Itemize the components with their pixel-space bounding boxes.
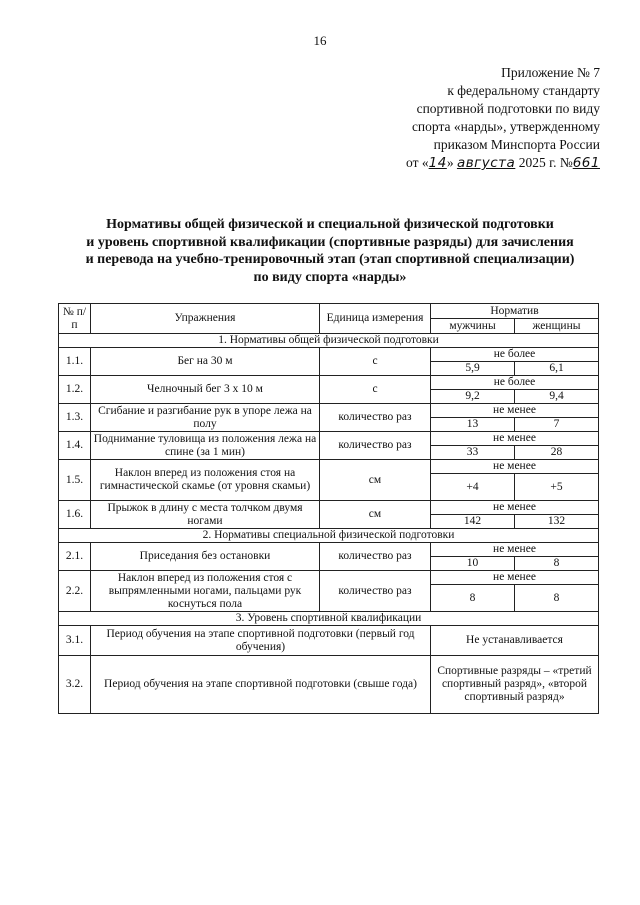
qualification-value: Спортивные разряды – «третий спортивный разряд», «второй спортивный разряд» — [431, 656, 599, 714]
women-value: 7 — [515, 418, 599, 432]
row-number: 1.2. — [59, 376, 91, 404]
exercise-name: Поднимание туловища из положения лежа на спине (за 1 мин) — [91, 432, 320, 460]
unit: см — [320, 501, 431, 529]
row-number: 1.3. — [59, 404, 91, 432]
document-title — [60, 216, 600, 286]
date-mid: » — [446, 155, 454, 170]
men-value: 13 — [431, 418, 515, 432]
criterion: не менее — [431, 543, 599, 557]
date-month-handwritten: августа — [456, 155, 516, 171]
men-value: 5,9 — [431, 362, 515, 376]
table-row — [59, 571, 599, 585]
appendix-line: спортивной подготовки по виду — [416, 101, 600, 116]
exercise-name: Приседания без остановки — [91, 543, 320, 571]
table-row — [59, 432, 599, 446]
exercise-name: Челночный бег 3 х 10 м — [91, 376, 320, 404]
page-number: 16 — [313, 33, 327, 48]
appendix-line: спорта «нарды», утвержденному — [411, 119, 600, 134]
women-value: 28 — [515, 446, 599, 460]
row-number: 2.1. — [59, 543, 91, 571]
unit: см — [320, 460, 431, 501]
norms-table — [58, 303, 599, 714]
header-unit: Единица измерения — [320, 304, 431, 334]
section-title: 3. Уровень спортивной квалификации — [59, 612, 599, 626]
header-exercise: Упражнения — [91, 304, 320, 334]
row-number: 2.2. — [59, 571, 91, 612]
row-number: 3.2. — [59, 656, 91, 714]
criterion: не менее — [431, 571, 599, 585]
criterion: не более — [431, 376, 599, 390]
section-row — [59, 334, 599, 348]
unit: количество раз — [320, 571, 431, 612]
criterion: не менее — [431, 404, 599, 418]
date-year: 2025 г. № — [518, 155, 573, 170]
section-title: 1. Нормативы общей физической подготовки — [59, 334, 599, 348]
appendix-line: приказом Минспорта России — [433, 137, 600, 152]
women-value: 132 — [515, 515, 599, 529]
appendix-date-line — [360, 154, 600, 172]
table-row — [59, 376, 599, 390]
exercise-name: Наклон вперед из положения стоя с выпрямленными ногами, пальцами рук коснуться пола — [91, 571, 320, 612]
title-line: и перевода на учебно-тренировочный этап (этап спортивной специализации) — [85, 252, 575, 267]
unit: количество раз — [320, 432, 431, 460]
table-row — [59, 501, 599, 515]
women-value: 9,4 — [515, 390, 599, 404]
women-value: 8 — [515, 557, 599, 571]
unit: с — [320, 348, 431, 376]
criterion: не более — [431, 348, 599, 362]
table-row — [59, 626, 599, 656]
unit: с — [320, 376, 431, 404]
table-row — [59, 404, 599, 418]
women-value: +5 — [515, 474, 599, 501]
exercise-name: Прыжок в длину с места толчком двумя ногами — [91, 501, 320, 529]
men-value: +4 — [431, 474, 515, 501]
unit: количество раз — [320, 543, 431, 571]
qualification-value: Не устанавливается — [431, 626, 599, 656]
appendix-block — [360, 64, 600, 172]
title-line: по виду спорта «нарды» — [253, 269, 407, 285]
women-value: 6,1 — [515, 362, 599, 376]
title-line: Нормативы общей физической и специальной физической подготовки — [106, 217, 554, 232]
exercise-name: Сгибание и разгибание рук в упоре лежа на полу — [91, 404, 320, 432]
men-value: 142 — [431, 515, 515, 529]
header-men: мужчины — [431, 319, 515, 334]
men-value: 33 — [431, 446, 515, 460]
row-number: 3.1. — [59, 626, 91, 656]
table-row — [59, 543, 599, 557]
table-row — [59, 656, 599, 714]
appendix-line: к федеральному стандарту — [447, 83, 600, 98]
row-number: 1.6. — [59, 501, 91, 529]
appendix-line: Приложение № 7 — [501, 65, 600, 80]
table-row — [59, 460, 599, 474]
exercise-name: Бег на 30 м — [91, 348, 320, 376]
women-value: 8 — [515, 585, 599, 612]
section-row — [59, 612, 599, 626]
date-day-handwritten: 14 — [428, 155, 447, 171]
exercise-name: Наклон вперед из положения стоя на гимнастической скамье (от уровня скамьи) — [91, 460, 320, 501]
unit: количество раз — [320, 404, 431, 432]
exercise-name: Период обучения на этапе спортивной подготовки (свыше года) — [91, 656, 431, 714]
header-num: № п/п — [59, 304, 91, 334]
order-number-handwritten: 661 — [572, 155, 600, 171]
criterion: не менее — [431, 432, 599, 446]
row-number: 1.5. — [59, 460, 91, 501]
criterion: не менее — [431, 501, 599, 515]
date-prefix: от « — [406, 155, 429, 170]
section-title: 2. Нормативы специальной физической подготовки — [59, 529, 599, 543]
table-row — [59, 348, 599, 362]
men-value: 8 — [431, 585, 515, 612]
section-row — [59, 529, 599, 543]
row-number: 1.1. — [59, 348, 91, 376]
exercise-name: Период обучения на этапе спортивной подготовки (первый год обучения) — [91, 626, 431, 656]
table-body — [59, 304, 599, 714]
men-value: 10 — [431, 557, 515, 571]
title-line: и уровень спортивной квалификации (спортивные разряды) для зачисления — [86, 234, 574, 250]
header-women: женщины — [515, 319, 599, 334]
men-value: 9,2 — [431, 390, 515, 404]
header-norm: Норматив — [431, 304, 599, 319]
header-row — [59, 304, 599, 319]
criterion: не менее — [431, 460, 599, 474]
row-number: 1.4. — [59, 432, 91, 460]
